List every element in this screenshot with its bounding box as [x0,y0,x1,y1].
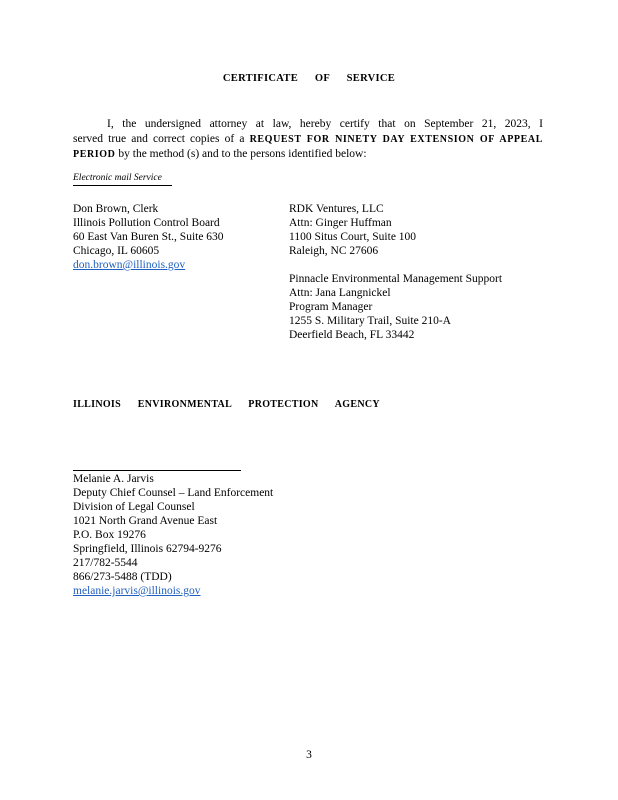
signatory-line: P.O. Box 19276 [73,529,146,541]
recipient-right-2 [289,272,502,342]
signature-line [73,470,241,471]
certification-line-3 [73,147,543,163]
certification-line-1: I, the undersigned attorney at law, hereby certify that on September 21, 2023, I [107,118,543,130]
signatory-line: Springfield, Illinois 62794-9276 [73,543,222,555]
page-number: 3 [306,749,312,761]
recipient-email-link[interactable]: don.brown@illinois.gov [73,259,186,271]
certification-line-2 [73,132,543,148]
signatory-line: 217/782-5544 [73,557,138,569]
recipient-line: Attn: Jana Langnickel [289,287,391,299]
signature-block [73,472,273,598]
recipient-line: 1100 Situs Court, Suite 100 [289,231,417,243]
recipient-left [73,202,224,272]
signatory-line: 1021 North Grand Avenue East [73,515,218,527]
signatory-line: Melanie A. Jarvis [73,473,154,485]
recipient-line: Chicago, IL 60605 [73,245,160,257]
document-name-cont: PERIOD [73,149,116,160]
recipient-right-1 [289,202,416,258]
recipient-line: Illinois Pollution Control Board [73,217,220,229]
recipient-line: Pinnacle Environmental Management Support [289,273,503,285]
signatory-line: Division of Legal Counsel [73,501,195,513]
signatory-line: 866/273-5488 (TDD) [73,571,172,583]
service-method: Electronic mail Service [73,172,172,186]
recipient-line: RDK Ventures, LLC [289,203,384,215]
recipient-line: Raleigh, NC 27606 [289,245,379,257]
recipient-line: Program Manager [289,301,373,313]
document-title: CERTIFICATE OF SERVICE [222,73,396,84]
recipient-line: Don Brown, Clerk [73,203,159,215]
recipient-line: Attn: Ginger Huffman [289,217,392,229]
signatory-email-link[interactable]: melanie.jarvis@illinois.gov [73,585,201,597]
certification-paragraph [73,117,543,163]
signatory-line: Deputy Chief Counsel – Land Enforcement [73,487,274,499]
agency-name: ILLINOIS ENVIRONMENTAL PROTECTION AGENCY [73,399,380,410]
recipient-line: Deerfield Beach, FL 33442 [289,329,415,341]
document-name: REQUEST FOR NINETY DAY EXTENSION OF APPEAL [249,133,543,145]
recipient-line: 60 East Van Buren St., Suite 630 [73,231,224,243]
recipient-line: 1255 S. Military Trail, Suite 210-A [289,315,451,327]
certification-text: by the method (s) and to the persons identified below: [115,148,367,160]
certification-text: served true and correct copies of a [73,132,250,145]
